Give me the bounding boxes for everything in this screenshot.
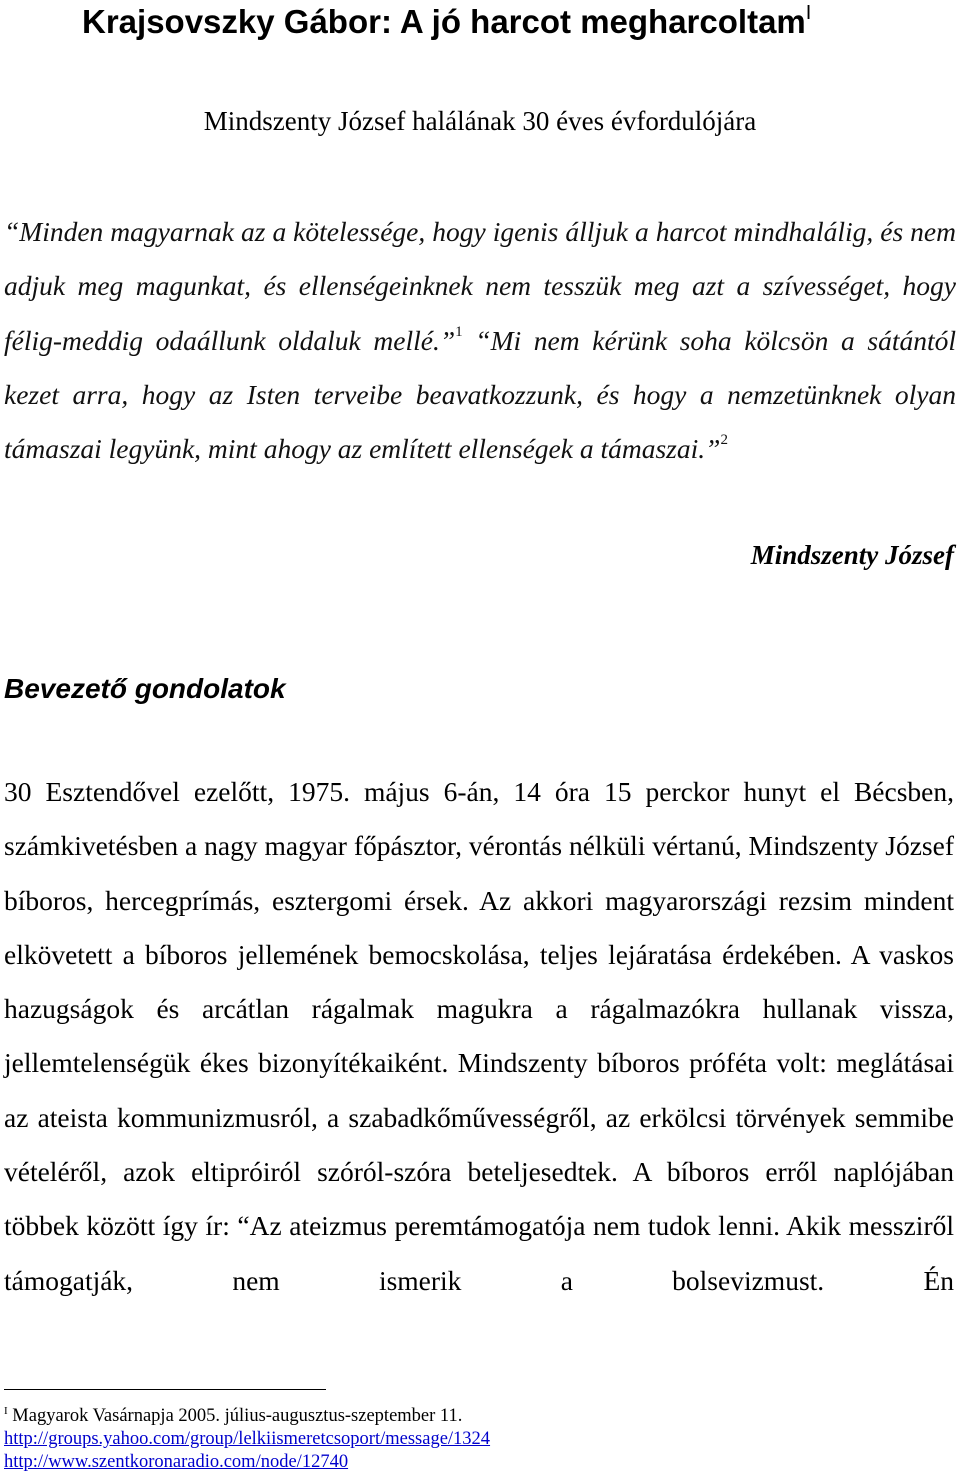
footnote-mark: I	[4, 1405, 8, 1417]
title-footnote-mark: I	[805, 2, 812, 24]
quote-part-2: “Mi nem kérünk soha kölcsön a sátántól kezet arra, hogy az Isten terveibe beavatkozzunk, és hogy a nemzetünknek olyan támaszai legyünk, mint ahogy az említett ellenségek a támaszai.”	[4, 324, 957, 465]
document-title	[82, 2, 811, 41]
body-paragraph: 30 Esztendővel ezelőtt, 1975. május 6-án, 14 óra 15 perckor hunyt el Bécsben, számkivetésben a nagy magyar főpásztor, vérontás nélküli vértanú, Mindszenty József bíboros, hercegprímás, esztergomi érsek. Az akkori magyarországi rezsim mindent elkövetett a bíboros jellemének bemocskolása, teljes lejáratása érdekében. A vaskos hazugságok és arcátlan rágalmak magukra a rágalmazókra hullanak vissza, jellemtelenségük ékes bizonyítékaiként. Mindszenty bíboros próféta volt: meglátásai az ateista kommunizmusról, a szabadkőművességről, az erkölcsi törvények semmibe vételéről, azok eltipróiról szóról-szóra beteljesedtek. A bíboros erről naplójában többek között így ír: “Az ateizmus peremtámogatója nem tudok lenni. Akik messziről támogatják, nem ismerik a bolsevizmust. Én	[4, 776, 954, 1296]
quote-part-1: “Minden magyarnak az a kötelessége, hogy igenis álljuk a harcot mindhalálig, és nem adjuk meg magunkat, és ellenségeinknek nem tesszük meg azt a szívességet, hogy félig-meddig odaállunk oldaluk mellé.”	[4, 216, 956, 356]
epigraph-quote	[4, 205, 956, 476]
title-text: Krajsovszky Gábor: A jó harcot megharcoltam	[82, 3, 806, 40]
quote-footnote-mark-2: 2	[720, 432, 728, 449]
quote-author: Mindszenty József	[750, 540, 954, 570]
footnote-line	[4, 1405, 490, 1428]
footnote-link-yahoo[interactable]: http://groups.yahoo.com/group/lelkiismeretcsoport/message/1324	[4, 1429, 491, 1449]
footnote	[4, 1405, 490, 1474]
document-subtitle: Mindszenty József halálának 30 éves évfordulójára	[203, 106, 757, 136]
footnote-text: Magyarok Vasárnapja 2005. július-augusztus-szeptember 11.	[12, 1406, 463, 1426]
footnote-separator	[4, 1389, 326, 1390]
quote-footnote-mark-1: 1	[455, 323, 463, 340]
section-heading: Bevezető gondolatok	[4, 673, 286, 704]
footnote-link-szentkoronaradio[interactable]: http://www.szentkoronaradio.com/node/12740	[4, 1452, 349, 1472]
